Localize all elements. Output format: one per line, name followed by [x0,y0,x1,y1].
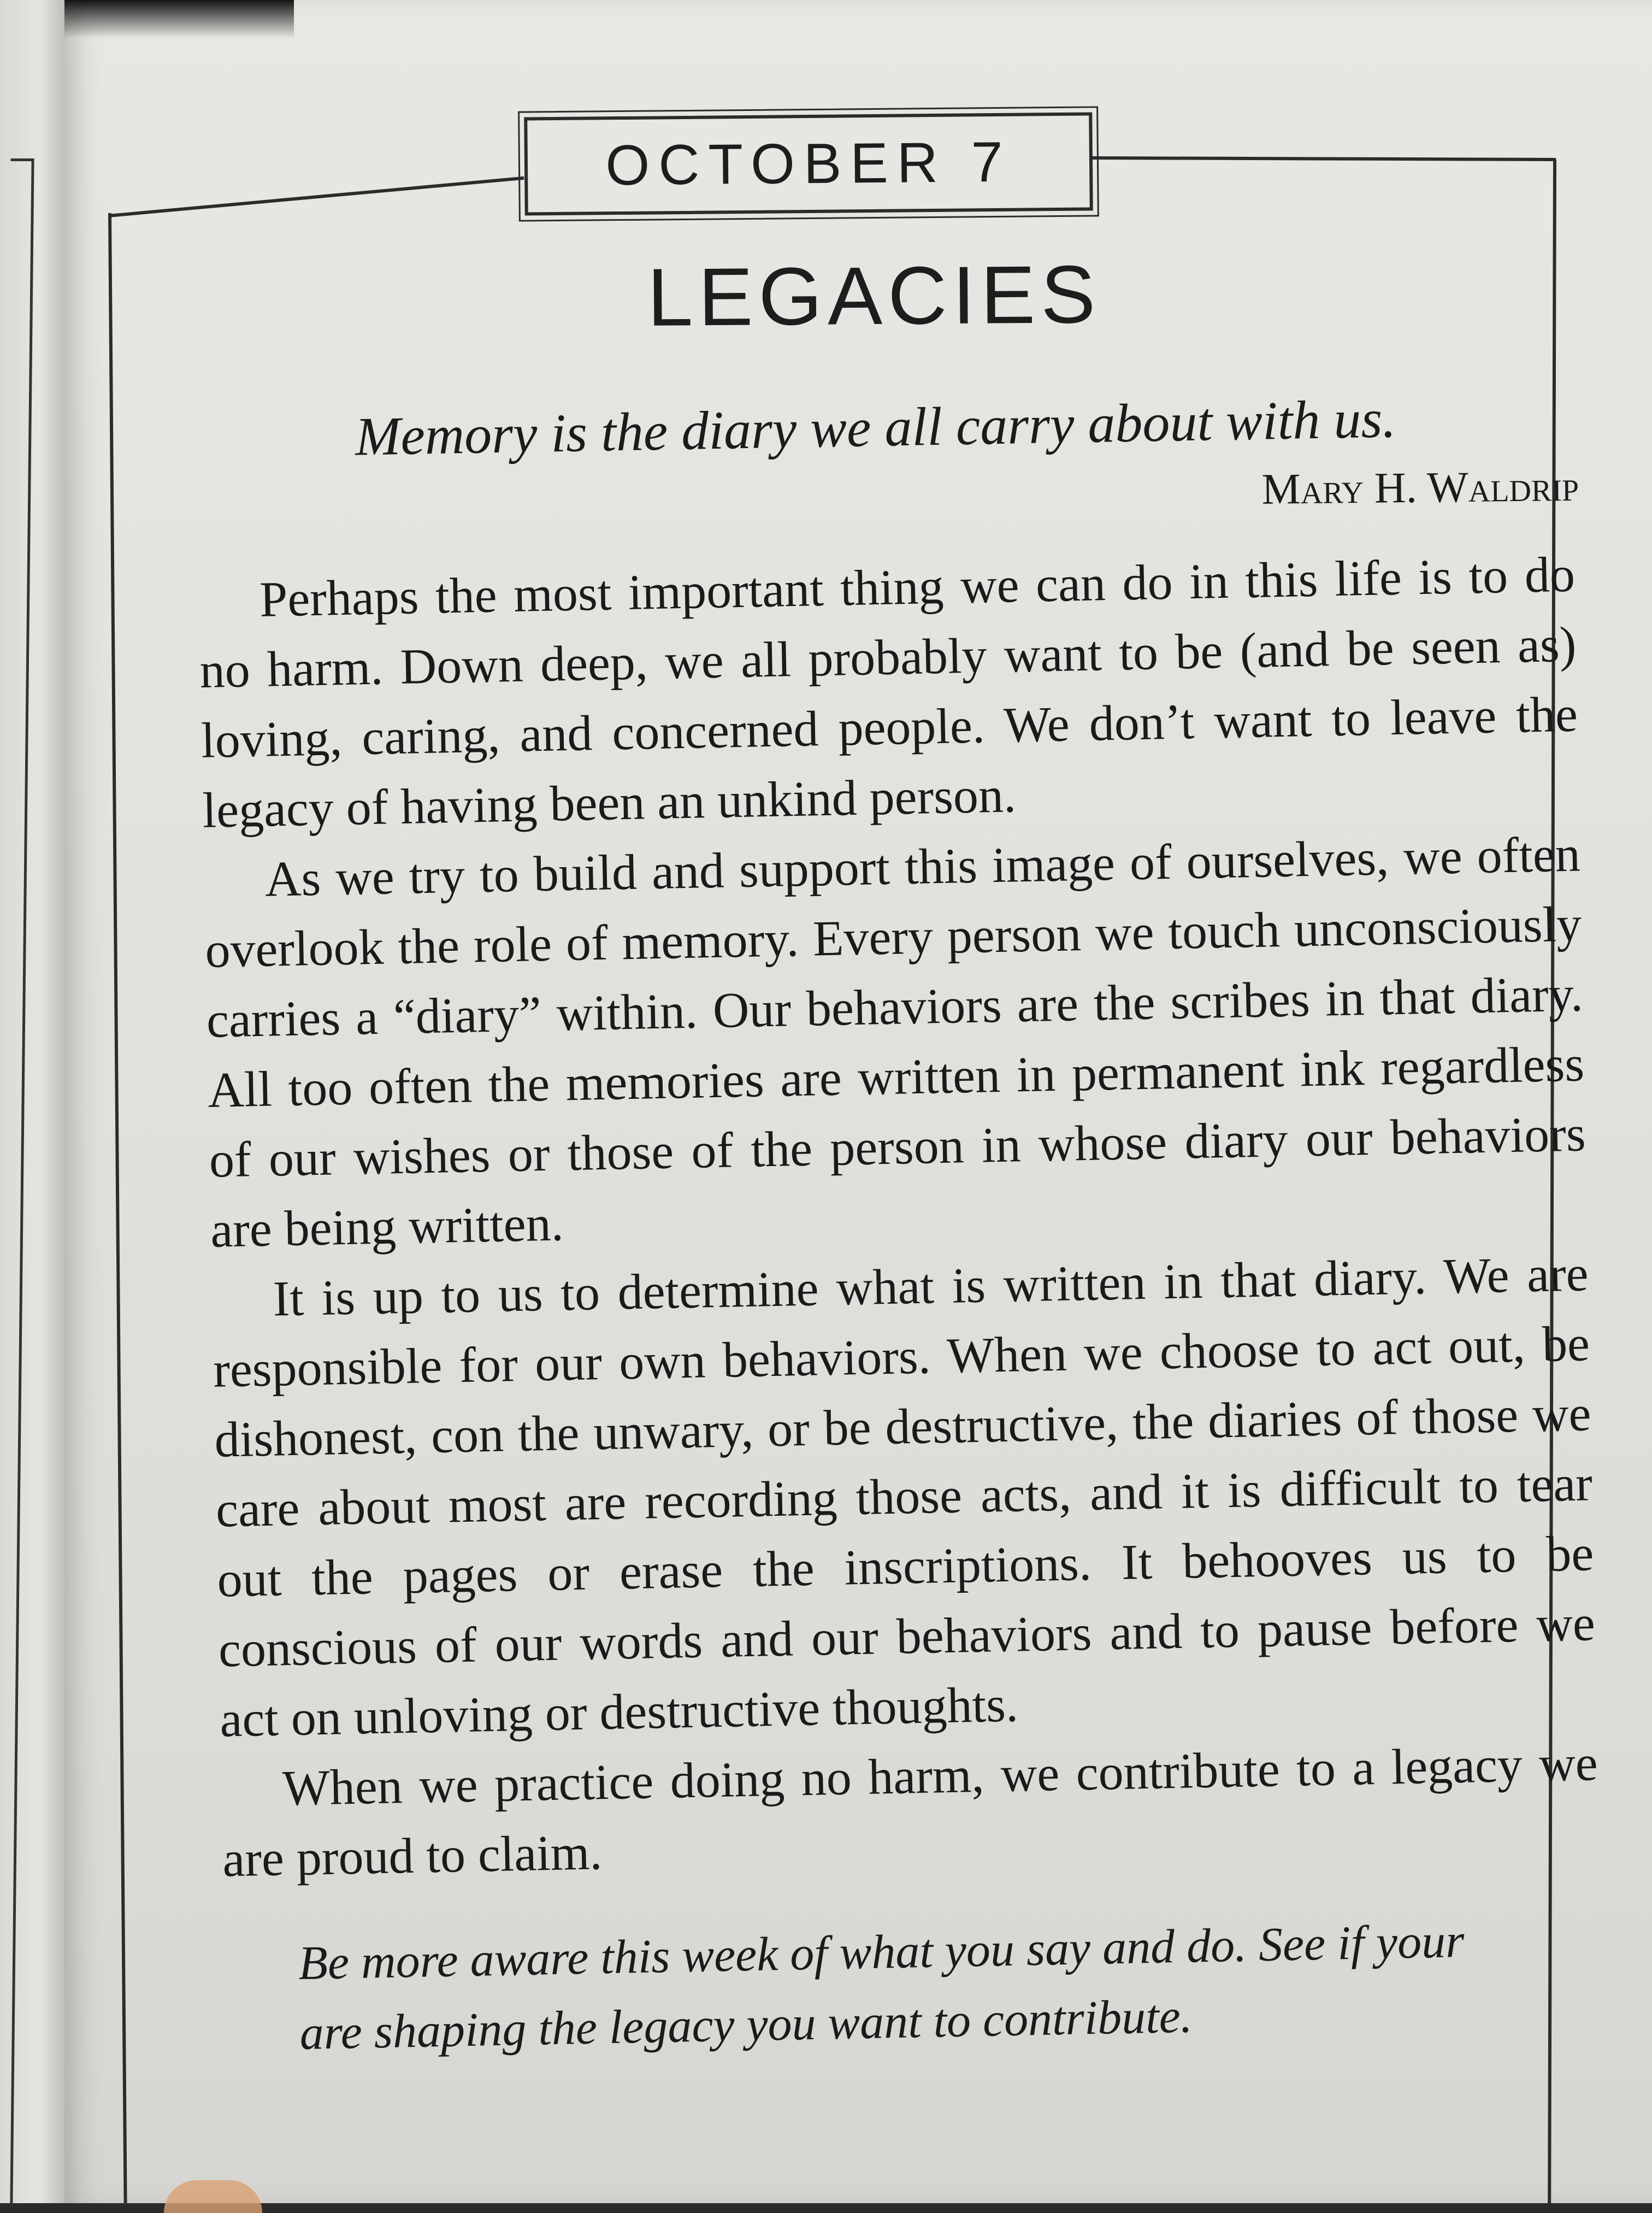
fingertip [164,2180,262,2213]
facing-page-edge [0,0,66,2203]
epigraph-quote: Memory is the diary we all carry about with us. [355,388,1397,467]
page-shadow [64,0,294,38]
epigraph-attribution: Mary H. Waldrip [1261,462,1579,514]
paragraph: As we try to build and support this image of ourselves, we often overlook the role of memory. Every person we touch unconsciously carries a “diary” within. Our behaviors are the scribes in that diary. All too often the memories are written in permanent ink regardless of our wishes or those of the person in whose diary our behaviors are being written. [204,826,1586,1258]
closing-reflection [298,1906,1508,2069]
page-title: LEGACIES [647,248,1101,343]
body-text [198,539,1600,1894]
paragraph: It is up to us to determine what is written in that diary. We are responsible for our own behaviors. When we choose to act out, be dishonest, con the unwary, or be destructive, the diaries of those we care about most are recording those acts, and it is difficult to tear out the pages or erase the inscriptions. It behooves us to be conscious of our words and our behaviors and to pause before we act on unloving or destructive thoughts. [213,1245,1596,1747]
paragraph: When we practice doing no harm, we contribute to a legacy we are proud to claim. [222,1735,1598,1887]
facing-page-frame [0,158,34,2206]
date-label: OCTOBER 7 [605,130,1012,197]
date-box [524,112,1093,215]
closing-text: Be more aware this week of what you say and do. See if your are shaping the legacy you want to contribute. [298,1915,1465,2060]
paragraph: Perhaps the most important thing we can do in this life is to do no harm. Down deep, we all probably want to be (and be seen as) loving, caring, and concerned people. We don’t want to leave the legacy of having been an unkind person. [199,546,1578,838]
